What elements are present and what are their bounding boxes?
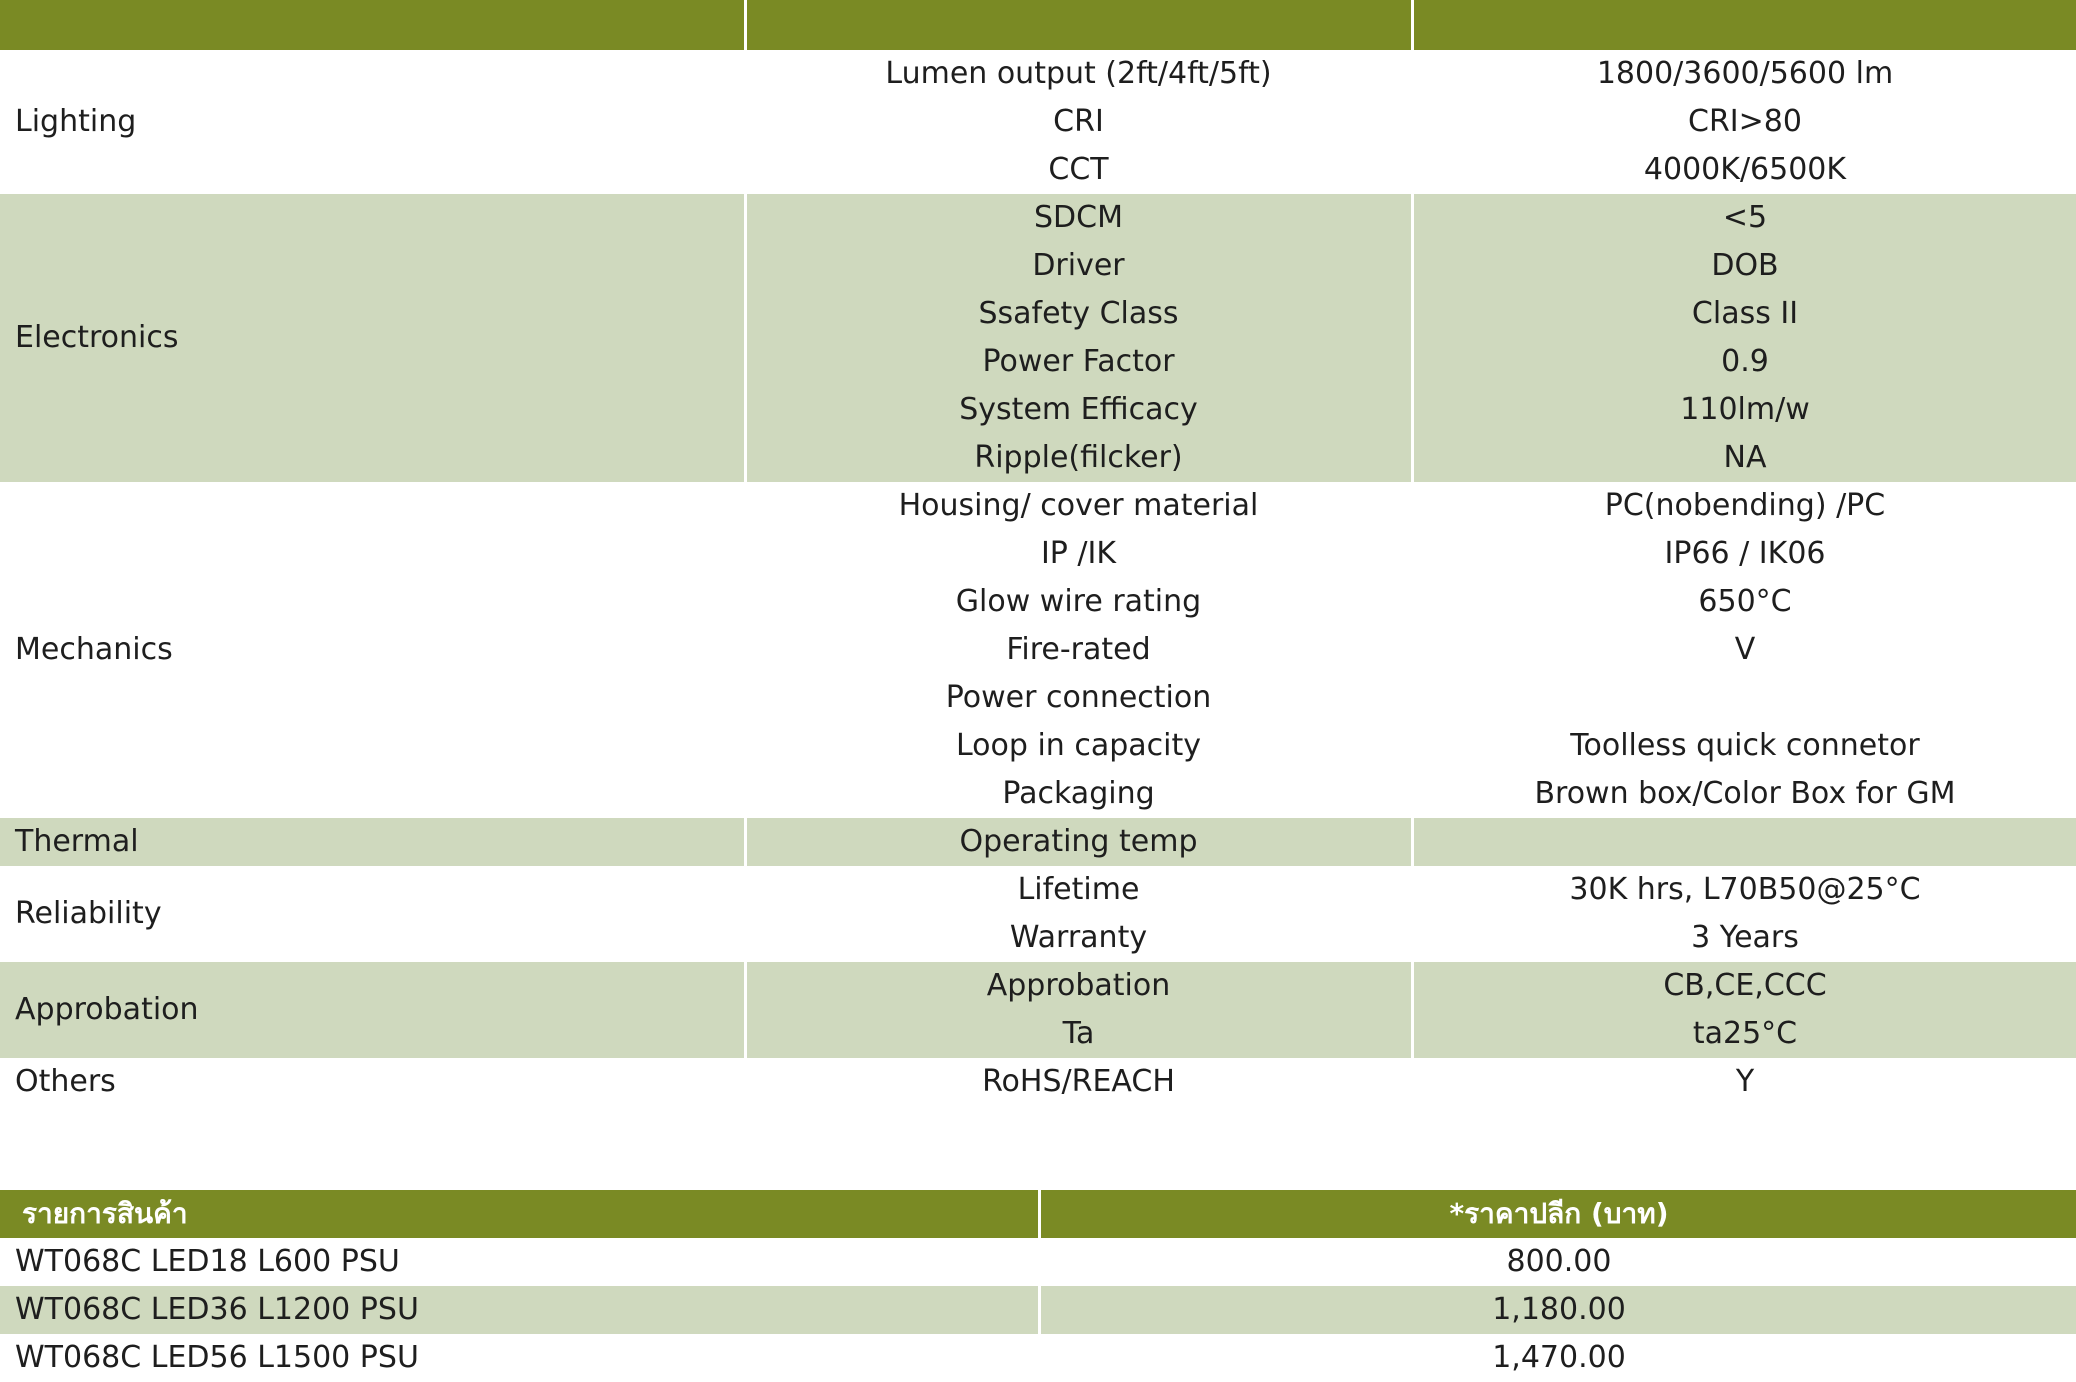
- spec-parameter: Lumen output (2ft/4ft/5ft): [885, 56, 1272, 91]
- column-divider: [1411, 818, 1414, 866]
- spec-value: PC(nobending) /PC: [1604, 488, 1886, 523]
- spec-value: ta25°C: [1692, 1016, 1798, 1051]
- spec-group: [0, 866, 2076, 962]
- spec-group: [0, 1058, 2076, 1106]
- spec-parameter: IP /IK: [1040, 536, 1117, 571]
- spec-value: V: [1734, 632, 1756, 667]
- column-divider: [1411, 0, 1414, 50]
- column-divider: [1411, 962, 1414, 1058]
- product-name: WT068C LED36 L1200 PSU: [15, 1292, 419, 1327]
- category-label: Reliability: [15, 896, 162, 931]
- price-table-header: [0, 1190, 2076, 1238]
- product-price: 1,470.00: [1492, 1340, 1626, 1375]
- product-price: 1,180.00: [1492, 1292, 1626, 1327]
- product-name: WT068C LED18 L600 PSU: [15, 1244, 400, 1279]
- price-row: [0, 1334, 2076, 1382]
- spec-parameter: Housing/ cover material: [898, 488, 1259, 523]
- spec-parameter: CCT: [1048, 152, 1109, 187]
- spec-value: 1800/3600/5600 lm: [1596, 56, 1894, 91]
- spec-value: Y: [1735, 1064, 1755, 1099]
- spec-value: Brown box/Color Box for GM: [1534, 776, 1956, 811]
- spec-value: DOB: [1711, 248, 1779, 283]
- column-divider: [744, 194, 747, 482]
- spec-parameter: Warranty: [1009, 920, 1148, 955]
- spec-group: [0, 962, 2076, 1058]
- spec-group: [0, 818, 2076, 866]
- column-divider: [1038, 1286, 1041, 1334]
- item-column-header: รายการสินค้า: [22, 1197, 188, 1230]
- spec-value: 650°C: [1698, 584, 1792, 619]
- spec-parameter: Ta: [1062, 1016, 1095, 1051]
- spec-value: Toolless quick connetor: [1570, 728, 1920, 763]
- spec-parameter: RoHS/REACH: [982, 1064, 1175, 1099]
- spec-value: <5: [1722, 200, 1768, 235]
- category-label: Thermal: [15, 824, 139, 859]
- spec-parameter: Approbation: [986, 968, 1171, 1003]
- column-divider: [744, 0, 747, 50]
- spec-value: 30K hrs, L70B50@25°C: [1569, 872, 1921, 907]
- price-column-header: *ราคาปลีก (บาท): [1449, 1197, 1669, 1230]
- spec-parameter: Ripple(filcker): [974, 440, 1183, 475]
- category-label: Electronics: [15, 320, 179, 355]
- column-divider: [1038, 1190, 1041, 1238]
- spec-value: NA: [1723, 440, 1767, 475]
- product-price: 800.00: [1506, 1244, 1612, 1279]
- category-label: Others: [15, 1064, 116, 1099]
- spec-parameter: System Efficacy: [959, 392, 1198, 427]
- column-divider: [744, 962, 747, 1058]
- spec-group: [0, 482, 2076, 818]
- spec-parameter: Loop in capacity: [955, 728, 1201, 763]
- spec-parameter: Packaging: [1002, 776, 1155, 811]
- spec-value: 3 Years: [1691, 920, 1799, 955]
- spec-value: IP66 / IK06: [1664, 536, 1826, 571]
- spec-value: CB,CE,CCC: [1663, 968, 1827, 1003]
- category-label: Mechanics: [15, 632, 173, 667]
- spec-parameter: Fire-rated: [1006, 632, 1151, 667]
- spec-parameter: Driver: [1032, 248, 1125, 283]
- category-label: Approbation: [15, 992, 199, 1027]
- spec-parameter: Power Factor: [982, 344, 1175, 379]
- spec-value: 4000K/6500K: [1643, 152, 1847, 187]
- spec-parameter: Power connection: [945, 680, 1212, 715]
- category-label: Lighting: [15, 104, 137, 139]
- spec-group: [0, 194, 2076, 482]
- price-row: [0, 1238, 2076, 1286]
- spec-value: 110lm/w: [1680, 392, 1810, 427]
- spec-parameter: Lifetime: [1017, 872, 1140, 907]
- column-divider: [1411, 194, 1414, 482]
- spec-table-header: [0, 0, 2076, 50]
- spec-parameter: Operating temp: [959, 824, 1198, 859]
- spec-parameter: Ssafety Class: [978, 296, 1179, 331]
- product-name: WT068C LED56 L1500 PSU: [15, 1340, 419, 1375]
- spec-group: [0, 50, 2076, 194]
- spec-parameter: Glow wire rating: [955, 584, 1202, 619]
- column-divider: [744, 818, 747, 866]
- spec-value: Class II: [1691, 296, 1799, 331]
- spec-value: CRI>80: [1688, 104, 1802, 139]
- spec-parameter: SDCM: [1034, 200, 1123, 235]
- spec-value: 0.9: [1721, 344, 1769, 379]
- spec-parameter: CRI: [1053, 104, 1104, 139]
- price-row: [0, 1286, 2076, 1334]
